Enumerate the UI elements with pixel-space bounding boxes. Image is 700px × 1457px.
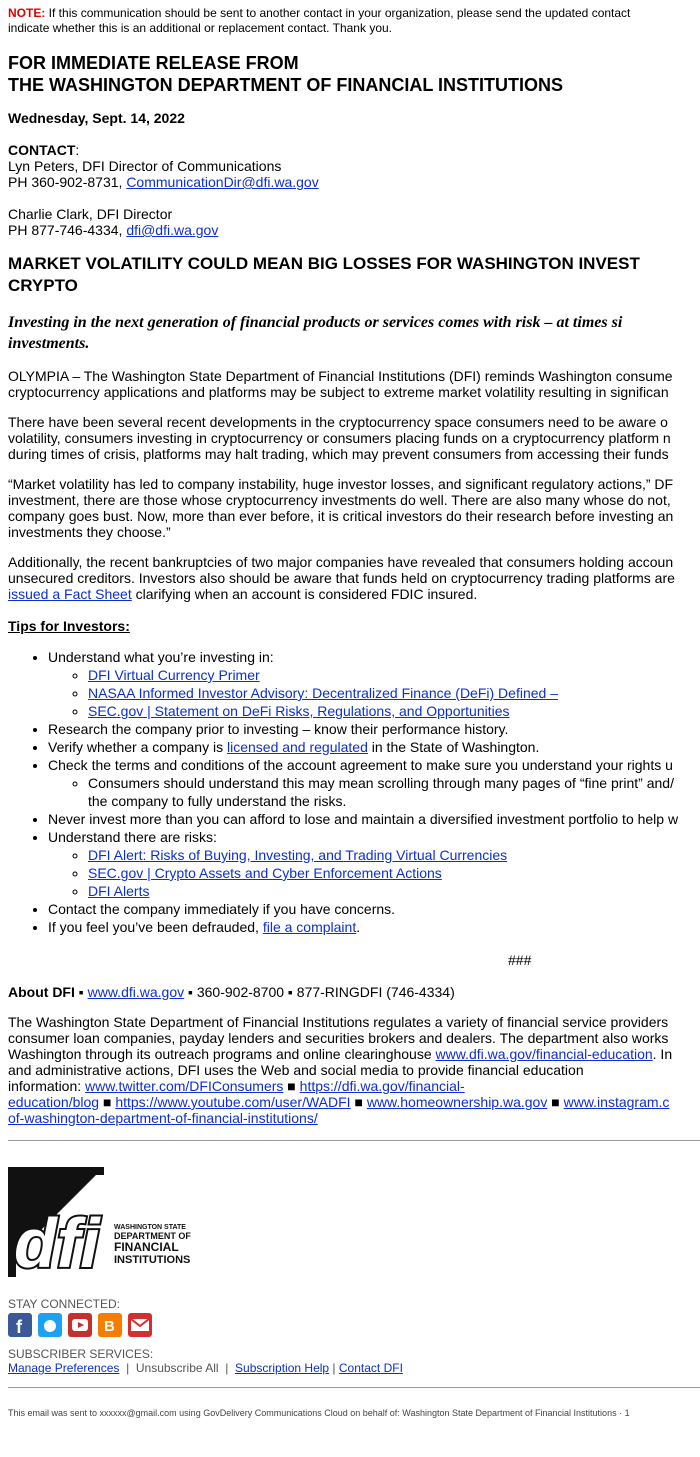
- subheadline-line-1: Investing in the next generation of financial products or services comes with risk – at times si: [8, 314, 623, 331]
- release-title: [8, 52, 700, 96]
- about-label: About DFI: [8, 984, 75, 1000]
- paragraph-3-line: company goes bust. Now, more than ever before, it is critical investors do their research before investing an: [8, 508, 674, 524]
- sec-defi-statement-link[interactable]: SEC.gov | Statement on DeFi Risks, Regulations, and Opportunities: [88, 703, 510, 719]
- about-line: [8, 984, 700, 1000]
- paragraph-4-line: unsecured creditors. Investors also should be aware that funds held on cryptocurrency trading platforms are: [8, 570, 675, 586]
- paragraph-2-line: volatility, consumers investing in cryptocurrency or consumers placing funds on a cryptocurrency platform n: [8, 430, 671, 446]
- separator: |: [119, 1361, 136, 1375]
- about-text: and administrative actions, DFI uses the Web and social media to provide financial education: [8, 1062, 584, 1078]
- paragraph-4-tail: clarifying when an account is considered FDIC insured.: [131, 586, 478, 602]
- tip-item: • Research the company prior to investing – know their performance history.: [48, 720, 700, 738]
- twitter-icon[interactable]: [38, 1313, 62, 1337]
- contact-label: CONTACT: [8, 142, 76, 158]
- paragraph-2-line: There have been several recent developments in the cryptocurrency space consumers need to be aware o: [8, 414, 668, 430]
- contact-1-email-link[interactable]: CommunicationDir@dfi.wa.gov: [126, 174, 319, 190]
- logo-org-line: DEPARTMENT OF: [114, 1231, 191, 1241]
- dfi-logo: [8, 1167, 700, 1291]
- tip-subitem: [88, 774, 700, 810]
- paragraph-4: [8, 554, 700, 602]
- tip-subitem: [88, 846, 700, 864]
- blog-link[interactable]: https://dfi.wa.gov/financial-: [299, 1078, 465, 1094]
- tip-text: Understand what you’re investing in:: [48, 649, 274, 665]
- tip-text: Verify whether a company is: [48, 739, 227, 755]
- tip-item: [48, 918, 700, 936]
- subscriber-label: SUBSCRIBER SERVICES:: [8, 1347, 154, 1361]
- divider: [8, 1387, 700, 1388]
- tip-sublist: [48, 846, 700, 900]
- youtube-icon[interactable]: [68, 1313, 92, 1337]
- release-title-line-2: THE WASHINGTON DEPARTMENT OF FINANCIAL INSTITUTIONS: [8, 75, 563, 95]
- dfi-website-link[interactable]: www.dfi.wa.gov: [87, 984, 185, 1000]
- tips-heading: Tips for Investors:: [8, 618, 130, 634]
- note-label: NOTE:: [8, 6, 46, 20]
- contact-colon: :: [75, 142, 80, 158]
- tip-item: [48, 738, 700, 756]
- contact-2-name: Charlie Clark, DFI Director: [8, 206, 173, 222]
- tip-text: If you feel you’ve been defrauded,: [48, 919, 263, 935]
- separator: |: [329, 1361, 339, 1375]
- tip-subtext: Consumers should understand this may mean scrolling through many pages of “fine print” and/: [88, 775, 674, 791]
- tips-list: [8, 648, 700, 936]
- separator: |: [218, 1361, 236, 1375]
- tip-subitem: [88, 882, 700, 900]
- about-text: . In: [652, 1046, 673, 1062]
- contact-2-phone: PH 877-746-4334,: [8, 222, 127, 238]
- about-text: The Washington State Department of Financial Institutions regulates a variety of financial service providers: [8, 1014, 669, 1030]
- about-separator: ▪: [74, 984, 88, 1000]
- note-text-2: indicate whether this is an additional or replacement contact. Thank you.: [8, 21, 392, 35]
- contact-1-phone: PH 360-902-8731,: [8, 174, 127, 190]
- dfi-logo-graphic: [8, 1167, 208, 1291]
- email-icon[interactable]: [128, 1313, 152, 1337]
- blog-link-cont[interactable]: education/blog: [8, 1094, 100, 1110]
- tip-item: [48, 828, 700, 900]
- paragraph-4-line: Additionally, the recent bankruptcies of two major companies have revealed that consumers holding accoun: [8, 554, 674, 570]
- logo-org-line: WASHINGTON STATE: [114, 1224, 186, 1231]
- contact-1-name: Lyn Peters, DFI Director of Communications: [8, 158, 282, 174]
- file-complaint-link[interactable]: file a complaint: [262, 919, 357, 935]
- logo-letters: dfi: [14, 1204, 100, 1282]
- manage-preferences-link[interactable]: Manage Preferences: [8, 1361, 120, 1375]
- tip-text: in the State of Washington.: [367, 739, 540, 755]
- dfi-alert-virtual-currencies-link[interactable]: DFI Alert: Risks of Buying, Investing, and Trading Virtual Currencies: [88, 847, 508, 863]
- release-title-line-1: FOR IMMEDIATE RELEASE FROM: [8, 53, 299, 73]
- nasaa-defi-advisory-link[interactable]: NASAA Informed Investor Advisory: Decentralized Finance (DeFi) Defined –: [88, 685, 558, 701]
- tip-subitem: [88, 864, 700, 882]
- virtual-currency-primer-link[interactable]: DFI Virtual Currency Primer: [88, 667, 260, 683]
- paragraph-3-quote: [8, 476, 700, 540]
- tip-subitem: [88, 666, 700, 684]
- about-text: information:: [8, 1078, 86, 1094]
- contact-block-2: [8, 206, 700, 238]
- unsubscribe-all-text[interactable]: Unsubscribe All: [135, 1361, 219, 1375]
- note-text-1: If this communication should be sent to another contact in your organization, please send the updated contact: [45, 6, 631, 20]
- sec-crypto-enforcement-link[interactable]: SEC.gov | Crypto Assets and Cyber Enforcement Actions: [88, 865, 442, 881]
- tip-sublist: [48, 774, 700, 810]
- dfi-alerts-link[interactable]: DFI Alerts: [88, 883, 150, 899]
- paragraph-1-line: cryptocurrency applications and platforms may be subject to extreme market volatility resulting in significan: [8, 384, 669, 400]
- financial-education-link[interactable]: www.dfi.wa.gov/financial-education: [435, 1046, 653, 1062]
- tip-subtext: the company to fully understand the risks.: [88, 793, 347, 809]
- square-separator: ■: [350, 1094, 367, 1110]
- svg-text:f: f: [16, 1317, 22, 1337]
- headline: [8, 253, 700, 297]
- youtube-link[interactable]: https://www.youtube.com/user/WADFI: [115, 1094, 351, 1110]
- tip-item: [48, 648, 700, 720]
- square-separator: ■: [99, 1094, 116, 1110]
- paragraph-3-line: investments they choose.”: [8, 524, 171, 540]
- paragraph-2-line: during times of crisis, platforms may halt trading, which may prevent consumers from accessing their funds: [8, 446, 669, 462]
- headline-line-1: MARKET VOLATILITY COULD MEAN BIG LOSSES FOR WASHINGTON INVEST: [8, 254, 640, 273]
- paragraph-1: [8, 368, 700, 400]
- linkedin-link[interactable]: of-washington-department-of-financial-institutions/: [8, 1110, 318, 1126]
- divider: [8, 1140, 700, 1141]
- licensed-regulated-link[interactable]: licensed and regulated: [226, 739, 368, 755]
- stay-connected-label: STAY CONNECTED:: [8, 1297, 121, 1311]
- about-text: Washington through its outreach programs and online clearinghouse: [8, 1046, 436, 1062]
- paragraph-3-line: “Market volatility has led to company instability, huge investor losses, and significant regulatory actions,” DF: [8, 476, 674, 492]
- logo-org-line: INSTITUTIONS: [114, 1254, 191, 1266]
- subheadline: [8, 312, 700, 354]
- end-marker: ###: [508, 952, 532, 968]
- logo-org-line: FINANCIAL: [114, 1240, 179, 1254]
- tip-item: • Never invest more than you can afford to lose and maintain a diversified investment portfolio to help w: [48, 810, 700, 828]
- contact-2-email-link[interactable]: dfi@dfi.wa.gov: [126, 222, 219, 238]
- tip-text: Understand there are risks:: [48, 829, 217, 845]
- subscriber-services: [8, 1347, 700, 1375]
- about-phones: ▪ 360-902-8700 ▪ 877-RINGDFI (746-4334): [184, 984, 455, 1000]
- svg-text:B: B: [103, 1318, 115, 1335]
- paragraph-1-line: OLYMPIA – The Washington State Department of Financial Institutions (DFI) reminds Washington consume: [8, 368, 673, 384]
- square-separator: ■: [283, 1078, 300, 1094]
- blogger-icon[interactable]: [98, 1313, 122, 1337]
- instagram-link[interactable]: www.instagram.c: [563, 1094, 670, 1110]
- about-text: consumer loan companies, payday lenders and securities brokers and dealers. The department also works: [8, 1030, 669, 1046]
- headline-line-2: CRYPTO: [8, 276, 78, 295]
- square-separator: ■: [547, 1094, 564, 1110]
- fact-sheet-link[interactable]: issued a Fact Sheet: [8, 586, 132, 602]
- subscription-help-link[interactable]: Subscription Help: [235, 1361, 330, 1375]
- about-paragraph: [8, 1014, 700, 1126]
- footer-text: This email was sent to xxxxxx@gmail.com using GovDelivery Communications Cloud on behalf of: Washington State Department of Financial Institutions · 1: [8, 1408, 630, 1418]
- release-date: Wednesday, Sept. 14, 2022: [8, 110, 185, 126]
- paragraph-2: [8, 414, 700, 462]
- contact-block-1: [8, 142, 700, 190]
- contact-dfi-link[interactable]: Contact DFI: [338, 1361, 403, 1375]
- tip-subitem: [88, 702, 700, 720]
- notice-banner: [8, 6, 700, 36]
- subheadline-line-2: investments.: [8, 335, 90, 352]
- twitter-link[interactable]: www.twitter.com/DFIConsumers: [85, 1078, 284, 1094]
- social-icons: [8, 1313, 700, 1341]
- tip-item: [48, 756, 700, 810]
- paragraph-3-line: investment, there are those whose cryptocurrency investments do well. There are also many whose do not,: [8, 492, 671, 508]
- tip-sublist: [48, 666, 700, 720]
- tip-text: .: [356, 919, 361, 935]
- tip-text: Check the terms and conditions of the account agreement to make sure you understand your rights u: [48, 757, 673, 773]
- tip-item: • Contact the company immediately if you have concerns.: [48, 900, 700, 918]
- facebook-icon[interactable]: [8, 1313, 32, 1337]
- homeownership-link[interactable]: www.homeownership.wa.gov: [366, 1094, 548, 1110]
- tip-subitem: [88, 684, 700, 702]
